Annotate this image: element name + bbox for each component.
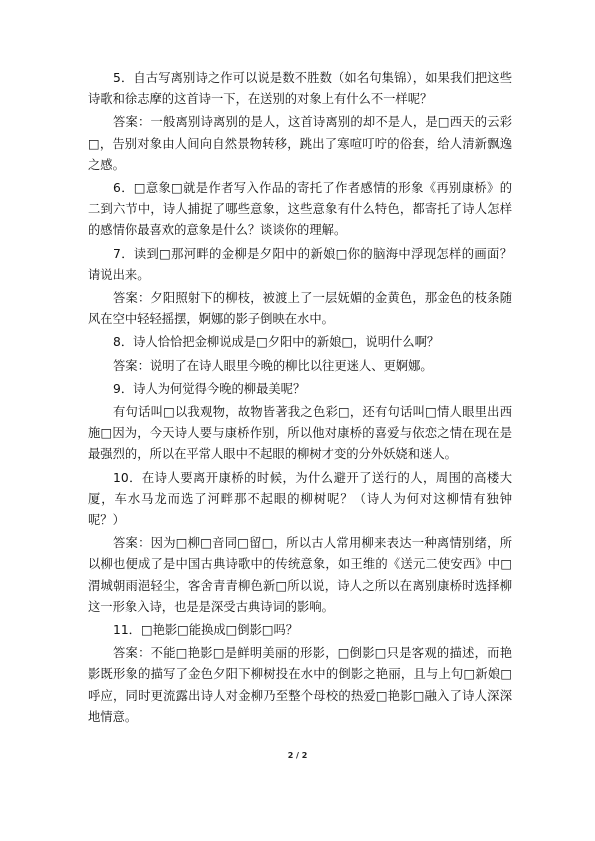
answer-10: 答案：因为□柳□音同□留□，所以古人常用柳来表达一种离情别绪，所以柳也便成了是中国古典诗歌中的传统意象，如王维的《送元二使安西》中□渭城朝雨浥轻尘，客舍青青柳色新□所以说，诗人之所以在离别康桥时选择柳这一形象入诗，也是是深受古典诗词的影响。 bbox=[88, 536, 512, 614]
question-5: 5．自古写离别诗之作可以说是数不胜数（如名句集锦），如果我们把这些诗歌和徐志摩的这首诗一下，在送别的对象上有什么不一样呢？ bbox=[88, 71, 512, 107]
page-number: 2 / 2 bbox=[287, 751, 308, 760]
question-11: 11．□艳影□能换成□倒影□吗？ bbox=[113, 623, 299, 638]
question-9: 9．诗人为何觉得今晚的柳最美呢？ bbox=[113, 381, 306, 396]
question-7: 7．读到□那河畔的金柳是夕阳中的新娘□你的脑海中浮现怎样的画面？请说出来。 bbox=[88, 246, 512, 282]
answer-8: 答案：说明了在诗人眼里今晚的柳比以往更迷人、更婀娜。 bbox=[113, 358, 433, 373]
question-6: 6．□意象□就是作者写入作品的寄托了作者感情的形象《再别康桥》的二到六节中，诗人捕捉了哪些意象，这些意象有什么特色，都寄托了诗人怎样的感情你最喜欢的意象是什么？谈谈你的理解。 bbox=[88, 181, 512, 238]
answer-11: 答案：不能□艳影□是鲜明美丽的形影，□倒影□只是客观的描述，而艳影既形象的描写了金色夕阳下柳树投在水中的倒影之艳丽，且与上句□新娘□呼应，同时更流露出诗人对金柳乃至整个母校的热爱□艳影□融入了诗人深深地情意。 bbox=[88, 646, 512, 724]
answer-9: 有句话叫□以我观物，故物皆著我之色彩□，还有句话叫□情人眼里出西施□因为，今天诗人要与康桥作别，所以他对康桥的喜爱与依恋之情在现在是最强烈的，所以在平常人眼中不起眼的柳树才变的分外妖娆和迷人。 bbox=[88, 405, 512, 462]
question-8: 8．诗人恰恰把金柳说成是□夕阳中的新娘□，说明什么啊？ bbox=[113, 335, 440, 350]
document-body bbox=[88, 68, 512, 728]
question-10: 10．在诗人要离开康桥的时候，为什么避开了送行的人，周围的高楼大厦，车水马龙而选了河畔那不起眼的柳树呢？（诗人为何对这柳情有独钟呢？） bbox=[88, 470, 512, 528]
answer-5: 答案：一般离别诗离别的是人，这首诗离别的却不是人，是□西天的云彩□，告别对象由人间向自然景物转移，跳出了寒喧叮咛的俗套，给人清新飘逸之感。 bbox=[88, 115, 512, 172]
answer-7: 答案：夕阳照射下的柳枝，被渡上了一层妩媚的金黄色，那金色的枝条随风在空中轻轻摇摆，婀娜的影子倒映在水中。 bbox=[88, 291, 512, 327]
